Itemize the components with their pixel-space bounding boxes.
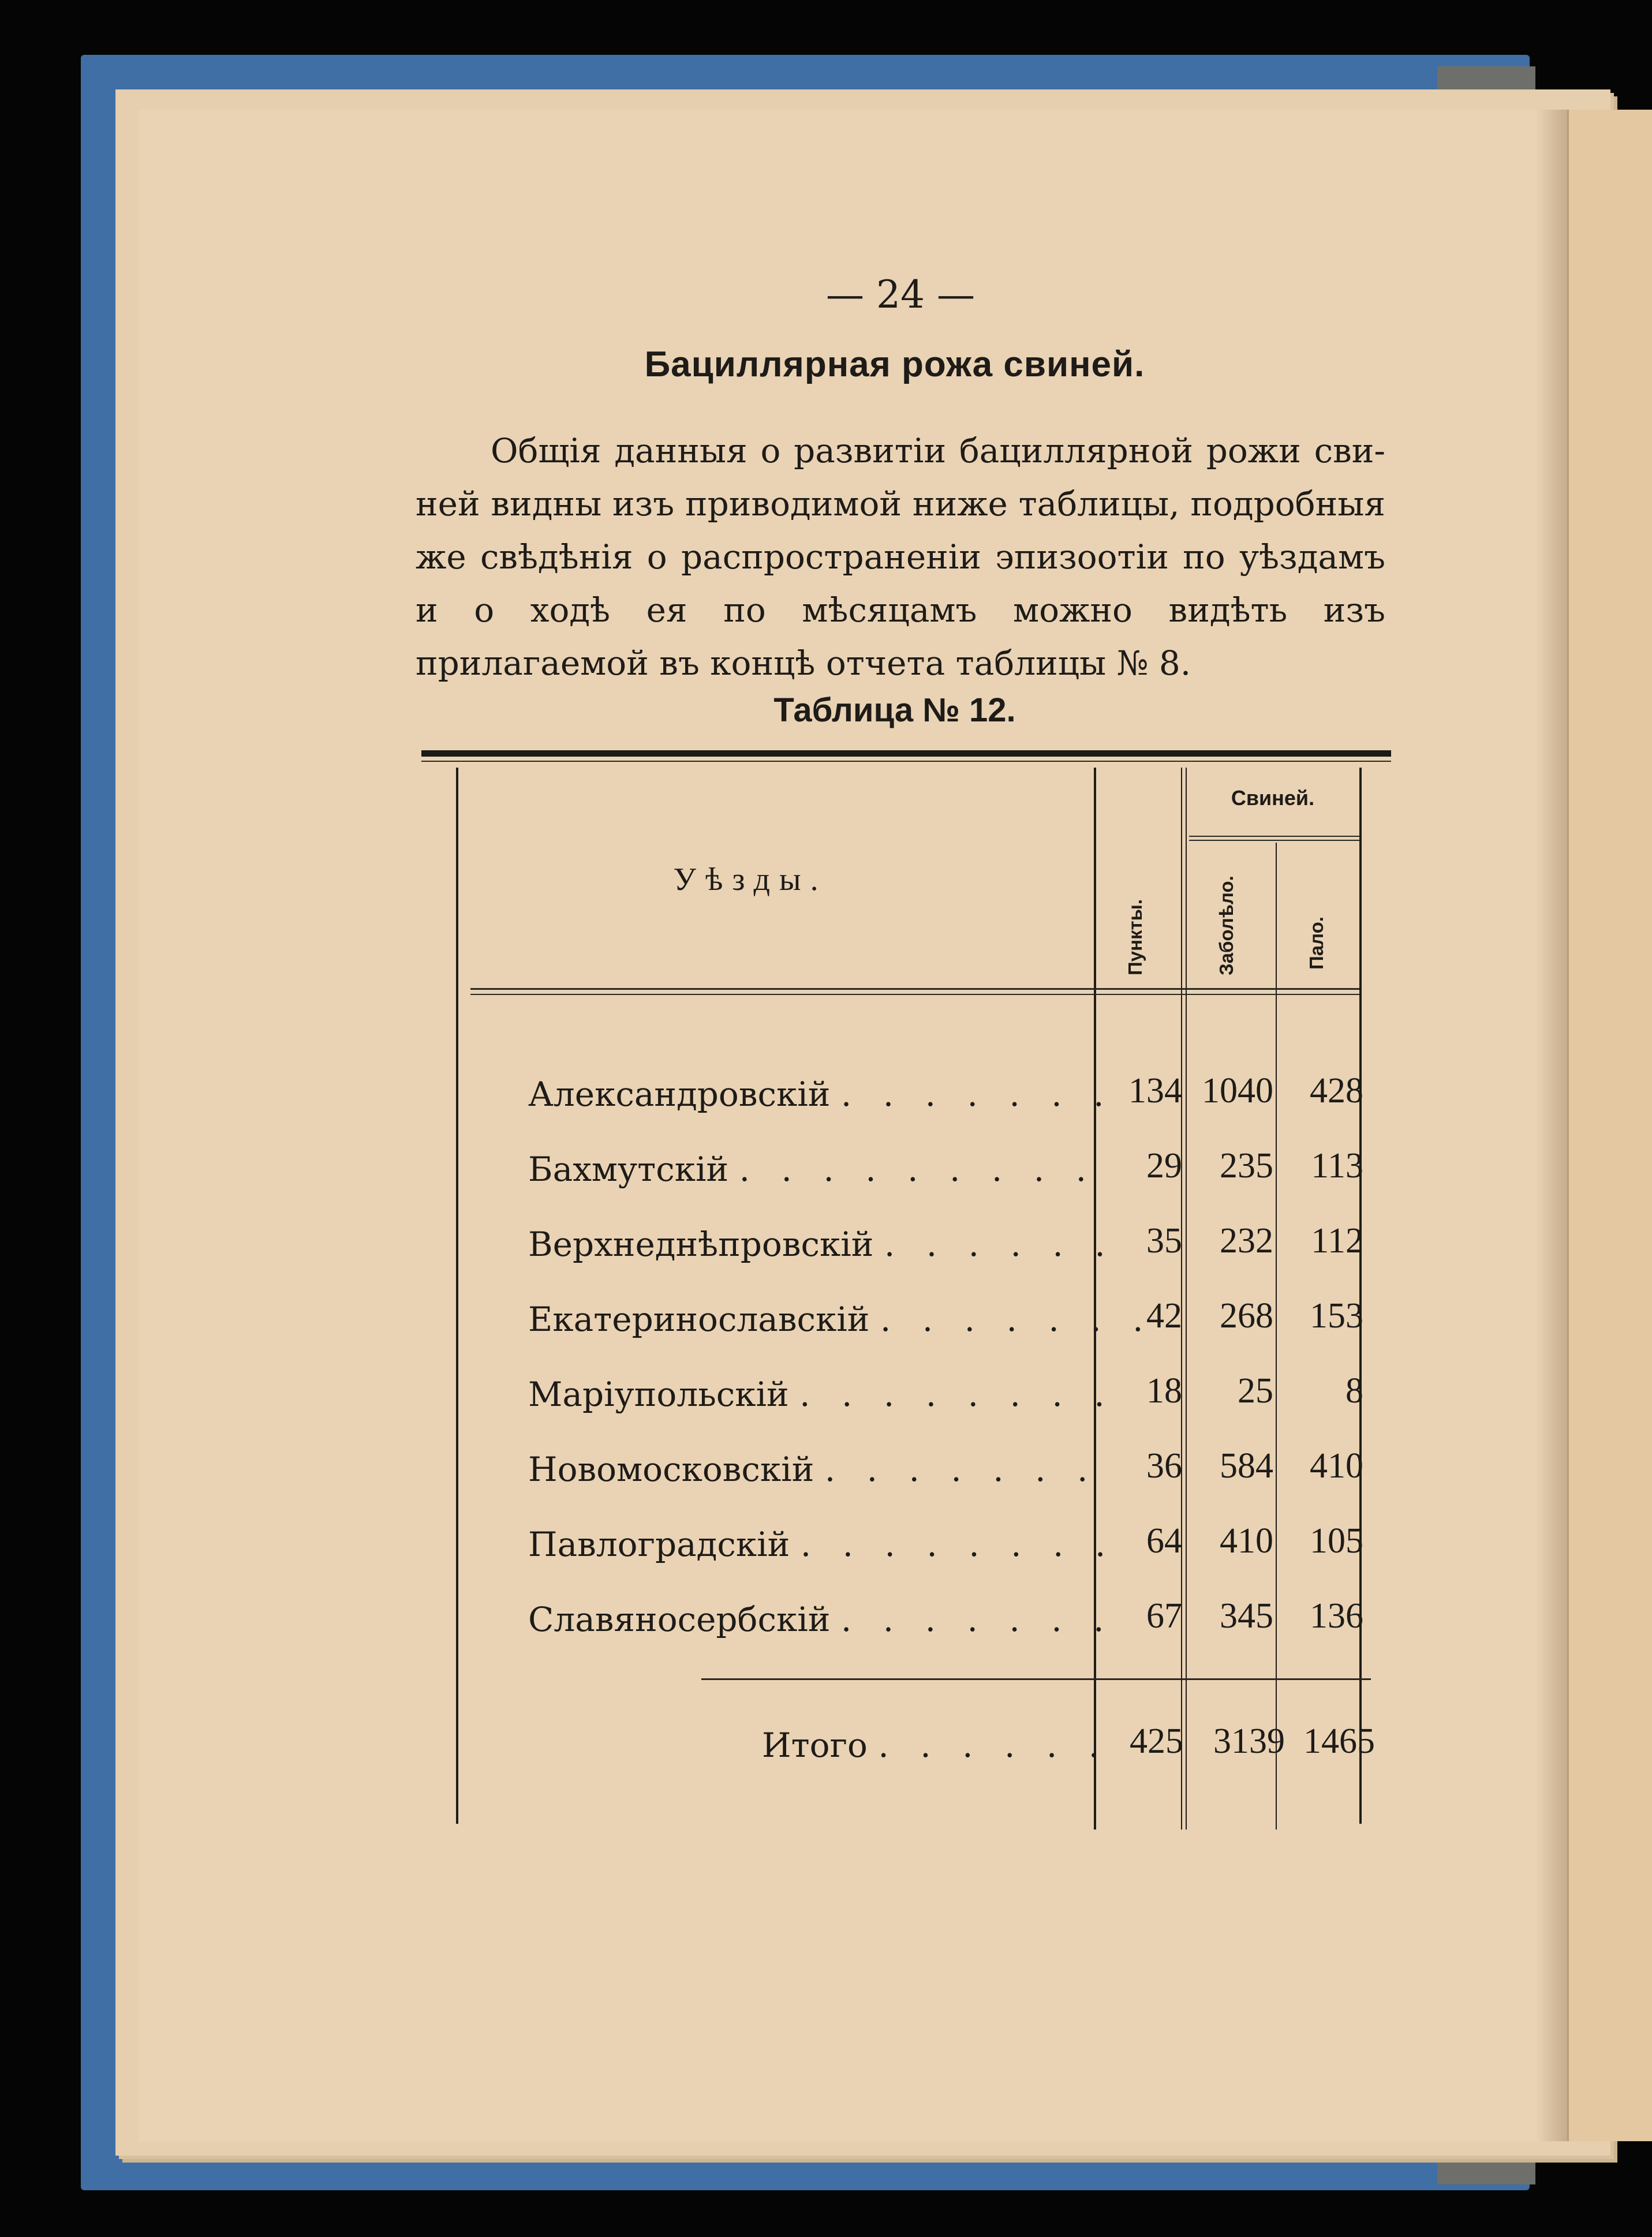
district-name: Павлоградскій [528, 1525, 790, 1564]
paragraph-line-3: же свѣдѣнія о распространеніи эпизоотіи по уѣздамъ и [416, 537, 1385, 630]
cell-palo: 153 [1310, 1296, 1363, 1336]
paragraph-line-4: о ходѣ ея по мѣсяцамъ можно видѣть изъ прилагаемой [416, 590, 1386, 683]
paragraph-line-1: Общія данныя о развитіи бациллярной рожи сви- [491, 431, 1385, 470]
section-title: Бациллярная рожа свиней. [644, 345, 1145, 384]
table-left-border [456, 768, 458, 1824]
column-divider-names [1094, 768, 1096, 1830]
intro-paragraph [416, 424, 1385, 690]
district-name: Бахмутскій [528, 1150, 729, 1189]
cell-zabolelo: 584 [1220, 1446, 1273, 1486]
table-top-rule [421, 750, 1391, 757]
table-top-rule-thin [421, 761, 1391, 762]
leader-dots: . . . . . . . . . [739, 1150, 1097, 1189]
header-palo: Пало. [1306, 917, 1327, 970]
header-svinei: Свиней. [1231, 786, 1315, 810]
cell-zabolelo: 232 [1220, 1221, 1273, 1260]
cell-zabolelo: 345 [1220, 1596, 1273, 1636]
page [139, 110, 1570, 2141]
header-uezdy: Уѣзды. [673, 862, 828, 897]
header-bottom-rule-thin [470, 994, 1359, 995]
header-punkty: Пункты. [1124, 899, 1146, 975]
leader-dots: . . . . . . . . [799, 1375, 1115, 1414]
cell-punkty: 29 [1146, 1146, 1182, 1185]
table-row-name [528, 1375, 1115, 1414]
district-name: Славяносербскій [528, 1600, 831, 1639]
table-row-name [528, 1600, 1115, 1639]
district-name: Екатеринославскій [528, 1300, 870, 1339]
leader-dots: . . . . . . [878, 1726, 1110, 1765]
cell-zabolelo: 235 [1220, 1146, 1273, 1185]
leader-dots: . . . . . . . [824, 1450, 1098, 1489]
svinei-underline [1189, 836, 1359, 837]
total-palo: 1465 [1303, 1722, 1375, 1761]
district-name: Маріупольскій [528, 1375, 789, 1414]
spine-shadow [1535, 110, 1570, 2141]
next-page-edge [1567, 110, 1652, 2141]
cell-palo: 8 [1345, 1371, 1363, 1411]
table-row-name [528, 1075, 1115, 1114]
leader-dots: . . . . . . . . [800, 1525, 1116, 1564]
total-punkty: 425 [1130, 1722, 1183, 1761]
paragraph-line-5: въ концѣ отчета таблицы № 8. [659, 644, 1191, 683]
table-row-name [528, 1150, 1097, 1189]
total-zabolelo: 3139 [1213, 1722, 1285, 1761]
cell-zabolelo: 1040 [1202, 1071, 1273, 1110]
table-row-name [528, 1450, 1098, 1489]
cell-punkty: 67 [1146, 1596, 1182, 1636]
cell-zabolelo: 410 [1220, 1521, 1273, 1561]
header-bottom-rule [470, 988, 1359, 990]
cell-punkty: 134 [1128, 1071, 1182, 1110]
svinei-underline-double [1189, 840, 1359, 841]
table-row-name [528, 1300, 1154, 1339]
leader-dots: . . . . . . . [840, 1075, 1115, 1114]
cell-palo: 113 [1311, 1146, 1363, 1185]
district-name: Александровскій [528, 1075, 831, 1114]
cell-zabolelo: 25 [1238, 1371, 1273, 1411]
table-row-name [528, 1225, 1116, 1264]
cell-punkty: 42 [1146, 1296, 1182, 1336]
paragraph-line-2: ней видны изъ приводимой ниже таблицы, подробныя [416, 484, 1385, 523]
header-zabolelo: Заболѣло. [1216, 876, 1237, 975]
leader-dots: . . . . . . [884, 1225, 1116, 1264]
leader-dots: . . . . . . . [840, 1600, 1115, 1639]
cell-palo: 410 [1310, 1446, 1363, 1486]
total-row-label [762, 1726, 1110, 1765]
cell-palo: 105 [1310, 1521, 1363, 1561]
table-row-name [528, 1525, 1116, 1564]
leader-dots: . . . . . . . [880, 1300, 1154, 1339]
cell-punkty: 35 [1146, 1221, 1182, 1260]
cell-palo: 428 [1310, 1071, 1363, 1110]
cell-punkty: 18 [1146, 1371, 1182, 1411]
cell-zabolelo: 268 [1220, 1296, 1273, 1336]
cell-palo: 112 [1311, 1221, 1363, 1260]
total-label: Итого [762, 1726, 868, 1765]
page-number: — 24 — [826, 272, 975, 317]
total-rule [701, 1678, 1371, 1680]
cell-palo: 136 [1310, 1596, 1363, 1636]
district-name: Верхнеднѣпровскій [528, 1225, 874, 1264]
cell-punkty: 64 [1146, 1521, 1182, 1561]
district-name: Новомосковскій [528, 1450, 814, 1489]
table-title: Таблица № 12. [773, 691, 1016, 729]
cell-punkty: 36 [1146, 1446, 1182, 1486]
